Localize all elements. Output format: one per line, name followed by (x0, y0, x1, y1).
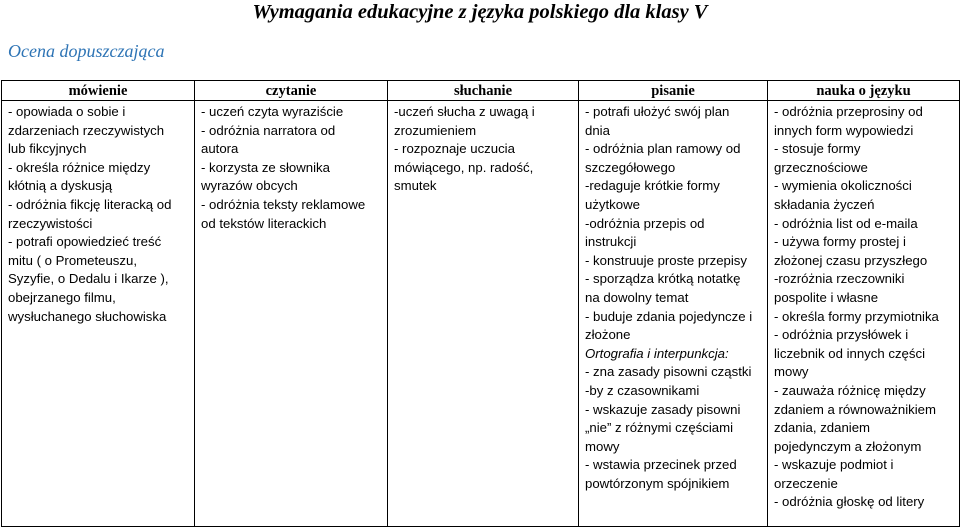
cell-line: -odróżnia przepis od (585, 215, 705, 231)
cell-line: - korzysta ze słownika (201, 159, 330, 175)
cell-line: dnia (585, 122, 610, 138)
cell-line: - określa różnice między (8, 159, 151, 175)
cell-line: - wskazuje zasady pisowni (585, 401, 741, 417)
cell-line: - wymienia okoliczności (774, 178, 912, 194)
header-nauka-o-jezyku: nauka o języku (768, 81, 960, 101)
cell-line: -uczeń słucha z uwagą i (394, 104, 535, 119)
cell-nauka-o-jezyku (768, 101, 960, 527)
cell-line: zdaniem a równoważnikiem (774, 401, 936, 417)
cell-line: złożone (585, 327, 631, 343)
cell-line: - wskazuje podmiot i (774, 457, 894, 473)
cell-line: mowy (585, 438, 620, 454)
cell-line: - odróżnia fikcję literacką od (8, 196, 172, 212)
cell-line: grzecznościowe (774, 159, 868, 175)
requirements-table (1, 80, 960, 527)
cell-line: od tekstów literackich (201, 215, 327, 231)
cell-line: - rozpoznaje uczucia (394, 141, 515, 157)
header-czytanie: czytanie (195, 81, 388, 101)
cell-line: użytkowe (585, 196, 640, 212)
cell-line: - stosuje formy (774, 141, 861, 157)
cell-line: Ortografia i interpunkcja: (585, 345, 729, 361)
cell-line: Syzyfie, o Dedalu i Ikarze ), (8, 271, 169, 287)
cell-line: - odróżnia teksty reklamowe (201, 196, 366, 212)
cell-line: instrukcji (585, 234, 637, 250)
cell-line: pospolite i własne (774, 289, 879, 305)
cell-line: liczebnik od innych części (774, 345, 925, 361)
cell-line: wyrazów obcych (201, 178, 298, 194)
table-row (2, 101, 960, 527)
cell-line: mitu ( o Prometeuszu, (8, 252, 137, 268)
cell-line: - buduje zdania pojedyncze i (585, 308, 753, 324)
header-pisanie: pisanie (579, 81, 768, 101)
cell-line: innych form wypowiedzi (774, 122, 914, 138)
header-row (2, 81, 960, 101)
cell-line: -by z czasownikami (585, 382, 700, 398)
cell-line: - sporządza krótką notatkę (585, 271, 741, 287)
cell-line: składania życzeń (774, 196, 875, 212)
cell-line: rzeczywistości (8, 215, 93, 231)
cell-line: - zna zasady pisowni cząstki (585, 364, 752, 380)
cell-line: zdarzeniach rzeczywistych (8, 122, 165, 138)
cell-line: - wstawia przecinek przed (585, 457, 737, 473)
cell-line: - zauważa różnicę między (774, 382, 926, 398)
cell-line: orzeczenie (774, 475, 838, 491)
header-sluchanie: słuchanie (388, 81, 579, 101)
cell-line: - odróżnia narratora od (201, 122, 336, 138)
cell-line: zdania, zdaniem (774, 420, 871, 436)
cell-line: szczegółowego (585, 159, 676, 175)
cell-sluchanie (388, 101, 579, 527)
cell-line: - odróżnia przeprosiny od (774, 104, 923, 119)
document-title: Wymagania edukacyjne z języka polskiego dla klasy V (252, 1, 708, 23)
cell-line: - odróżnia głoskę od litery (774, 494, 925, 510)
cell-line: wysłuchanego słuchowiska (8, 308, 167, 324)
cell-line: - potrafi opowiedzieć treść (8, 234, 162, 250)
cell-line: mówiącego, np. radość, (394, 159, 534, 175)
cell-line: kłótnią a dyskusją (8, 178, 113, 194)
cell-line: - konstruuje proste przepisy (585, 252, 747, 268)
cell-line: -rozróżnia rzeczowniki (774, 271, 905, 287)
cell-line: złożonej czasu przyszłego (774, 252, 928, 268)
cell-line: autora (201, 141, 239, 157)
cell-line: zrozumieniem (394, 122, 477, 138)
cell-line: - określa formy przymiotnika (774, 308, 939, 324)
cell-line: - odróżnia przysłówek i (774, 327, 909, 343)
cell-line: - potrafi ułożyć swój plan (585, 104, 730, 119)
cell-line: - używa formy prostej i (774, 234, 906, 250)
cell-mowienie (2, 101, 195, 527)
cell-line: smutek (394, 178, 437, 194)
cell-line: mowy (774, 364, 809, 380)
cell-line: powtórzonym spójnikiem (585, 475, 730, 491)
cell-pisanie (579, 101, 768, 527)
cell-line: lub fikcyjnych (8, 141, 87, 157)
cell-line: - opowiada o sobie i (8, 104, 126, 119)
cell-line: - odróżnia plan ramowy od (585, 141, 741, 157)
cell-line: na dowolny temat (585, 289, 689, 305)
cell-czytanie (195, 101, 388, 527)
cell-line: - odróżnia list od e-maila (774, 215, 918, 231)
cell-line: „nie” z różnymi częściami (585, 420, 734, 436)
header-mowienie: mówienie (2, 81, 195, 101)
cell-line: obejrzanego filmu, (8, 289, 116, 305)
cell-line: - uczeń czyta wyraziście (201, 104, 344, 119)
grade-heading: Ocena dopuszczająca (8, 41, 165, 61)
cell-line: -redaguje krótkie formy (585, 178, 720, 194)
cell-line: pojedynczym a złożonym (774, 438, 922, 454)
